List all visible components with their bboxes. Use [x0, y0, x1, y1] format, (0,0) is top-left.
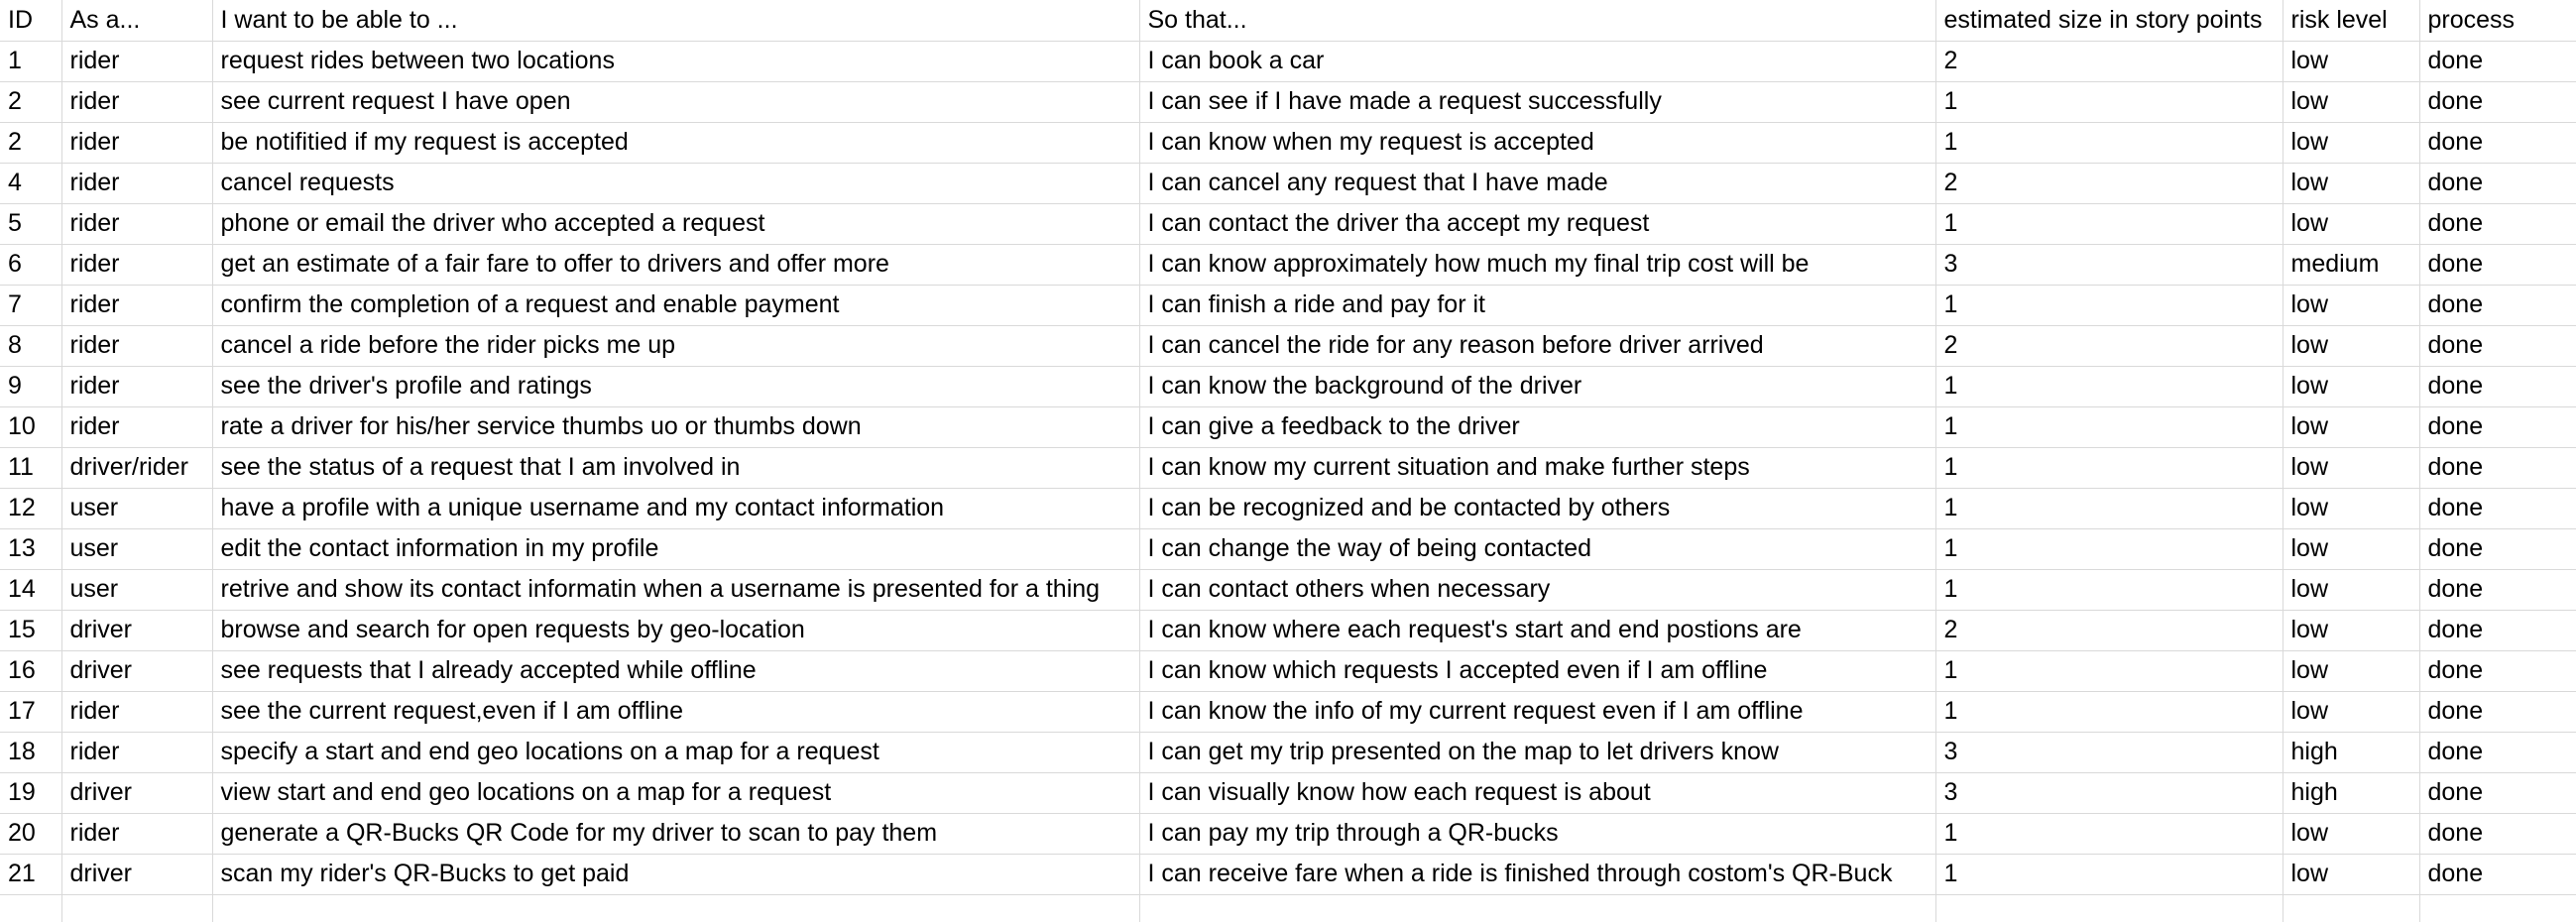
cell-size[interactable]: 1 [1935, 203, 2283, 244]
cell-process[interactable]: done [2419, 447, 2576, 488]
cell-so-that[interactable]: I can see if I have made a request successfully [1139, 81, 1935, 122]
cell-risk[interactable]: low [2283, 488, 2419, 528]
cell-process[interactable]: done [2419, 854, 2576, 894]
cell-size[interactable]: 3 [1935, 772, 2283, 813]
cell-id[interactable]: 16 [0, 650, 61, 691]
cell-so-that[interactable]: I can know when my request is accepted [1139, 122, 1935, 163]
cell-risk[interactable]: low [2283, 325, 2419, 366]
cell-risk[interactable]: low [2283, 691, 2419, 732]
cell-id[interactable]: 20 [0, 813, 61, 854]
cell-size[interactable]: 1 [1935, 569, 2283, 610]
empty-cell[interactable] [1139, 894, 1935, 922]
cell-id[interactable]: 11 [0, 447, 61, 488]
cell-want[interactable]: see the status of a request that I am involved in [212, 447, 1139, 488]
cell-id[interactable]: 6 [0, 244, 61, 285]
cell-as-a[interactable]: rider [61, 366, 212, 406]
cell-size[interactable]: 1 [1935, 528, 2283, 569]
cell-size[interactable]: 1 [1935, 447, 2283, 488]
cell-risk[interactable]: low [2283, 203, 2419, 244]
cell-risk[interactable]: low [2283, 41, 2419, 81]
cell-process[interactable]: done [2419, 81, 2576, 122]
cell-want[interactable]: specify a start and end geo locations on a map for a request [212, 732, 1139, 772]
cell-risk[interactable]: low [2283, 569, 2419, 610]
cell-process[interactable]: done [2419, 528, 2576, 569]
cell-process[interactable]: done [2419, 406, 2576, 447]
cell-size[interactable]: 1 [1935, 854, 2283, 894]
cell-size[interactable]: 2 [1935, 41, 2283, 81]
cell-risk[interactable]: low [2283, 163, 2419, 203]
cell-size[interactable]: 1 [1935, 691, 2283, 732]
cell-risk[interactable]: low [2283, 366, 2419, 406]
cell-want[interactable]: have a profile with a unique username and my contact information [212, 488, 1139, 528]
cell-as-a[interactable]: driver [61, 854, 212, 894]
table-row [0, 569, 2576, 610]
table-row [0, 406, 2576, 447]
cell-size[interactable]: 1 [1935, 406, 2283, 447]
cell-risk[interactable]: low [2283, 650, 2419, 691]
cell-id[interactable]: 10 [0, 406, 61, 447]
cell-process[interactable]: done [2419, 569, 2576, 610]
cell-process[interactable]: done [2419, 488, 2576, 528]
cell-process[interactable]: done [2419, 813, 2576, 854]
cell-so-that[interactable]: I can contact others when necessary [1139, 569, 1935, 610]
cell-so-that[interactable]: I can visually know how each request is about [1139, 772, 1935, 813]
cell-id[interactable]: 2 [0, 122, 61, 163]
cell-id[interactable]: 17 [0, 691, 61, 732]
cell-want[interactable]: edit the contact information in my profile [212, 528, 1139, 569]
cell-as-a[interactable]: rider [61, 813, 212, 854]
cell-risk[interactable]: high [2283, 732, 2419, 772]
empty-cell[interactable] [212, 894, 1139, 922]
cell-as-a[interactable]: driver [61, 610, 212, 650]
header-size[interactable]: estimated size in story points [1935, 0, 2283, 41]
cell-risk[interactable]: low [2283, 813, 2419, 854]
cell-risk[interactable]: low [2283, 406, 2419, 447]
header-want[interactable]: I want to be able to ... [212, 0, 1139, 41]
cell-want[interactable]: see requests that I already accepted while offline [212, 650, 1139, 691]
empty-cell[interactable] [2283, 894, 2419, 922]
cell-id[interactable]: 19 [0, 772, 61, 813]
cell-so-that[interactable]: I can pay my trip through a QR-bucks [1139, 813, 1935, 854]
cell-size[interactable]: 1 [1935, 488, 2283, 528]
empty-cell[interactable] [2419, 894, 2576, 922]
table-row [0, 203, 2576, 244]
cell-risk[interactable]: low [2283, 285, 2419, 325]
cell-want[interactable]: view start and end geo locations on a map for a request [212, 772, 1139, 813]
cell-process[interactable]: done [2419, 285, 2576, 325]
cell-so-that[interactable]: I can be recognized and be contacted by others [1139, 488, 1935, 528]
cell-so-that[interactable]: I can know my current situation and make further steps [1139, 447, 1935, 488]
header-process[interactable]: process [2419, 0, 2576, 41]
cell-so-that[interactable]: I can receive fare when a ride is finished through costom's QR-Buck [1139, 854, 1935, 894]
cell-want[interactable]: scan my rider's QR-Bucks to get paid [212, 854, 1139, 894]
cell-as-a[interactable]: rider [61, 285, 212, 325]
cell-as-a[interactable]: driver [61, 772, 212, 813]
cell-risk[interactable]: low [2283, 854, 2419, 894]
cell-risk[interactable]: low [2283, 81, 2419, 122]
cell-so-that[interactable]: I can know where each request's start and end postions are [1139, 610, 1935, 650]
cell-process[interactable]: done [2419, 732, 2576, 772]
cell-id[interactable]: 8 [0, 325, 61, 366]
cell-risk[interactable]: low [2283, 528, 2419, 569]
cell-size[interactable]: 3 [1935, 244, 2283, 285]
table-row [0, 325, 2576, 366]
cell-as-a[interactable]: user [61, 488, 212, 528]
cell-process[interactable]: done [2419, 610, 2576, 650]
cell-risk[interactable]: medium [2283, 244, 2419, 285]
cell-id[interactable]: 2 [0, 81, 61, 122]
cell-size[interactable]: 1 [1935, 366, 2283, 406]
cell-as-a[interactable]: user [61, 528, 212, 569]
cell-so-that[interactable]: I can know approximately how much my final trip cost will be [1139, 244, 1935, 285]
empty-cell[interactable] [0, 894, 61, 922]
empty-cell[interactable] [61, 894, 212, 922]
table-row [0, 772, 2576, 813]
table-row [0, 610, 2576, 650]
cell-as-a[interactable]: rider [61, 81, 212, 122]
cell-id[interactable]: 12 [0, 488, 61, 528]
cell-id[interactable]: 4 [0, 163, 61, 203]
header-as-a[interactable]: As a... [61, 0, 212, 41]
table-row [0, 528, 2576, 569]
cell-want[interactable]: cancel a ride before the rider picks me up [212, 325, 1139, 366]
cell-want[interactable]: cancel requests [212, 163, 1139, 203]
cell-size[interactable]: 1 [1935, 813, 2283, 854]
empty-cell[interactable] [1935, 894, 2283, 922]
cell-process[interactable]: done [2419, 325, 2576, 366]
cell-id[interactable]: 21 [0, 854, 61, 894]
cell-want[interactable]: see current request I have open [212, 81, 1139, 122]
table-row [0, 163, 2576, 203]
cell-so-that[interactable]: I can get my trip presented on the map to let drivers know [1139, 732, 1935, 772]
cell-so-that[interactable]: I can contact the driver tha accept my request [1139, 203, 1935, 244]
cell-want[interactable]: generate a QR-Bucks QR Code for my driver to scan to pay them [212, 813, 1139, 854]
cell-want[interactable]: be notifitied if my request is accepted [212, 122, 1139, 163]
cell-process[interactable]: done [2419, 163, 2576, 203]
cell-as-a[interactable]: rider [61, 41, 212, 81]
cell-size[interactable]: 1 [1935, 285, 2283, 325]
cell-size[interactable]: 2 [1935, 163, 2283, 203]
table-row [0, 488, 2576, 528]
table-row [0, 81, 2576, 122]
cell-want[interactable]: request rides between two locations [212, 41, 1139, 81]
cell-as-a[interactable]: rider [61, 122, 212, 163]
cell-want[interactable]: see the driver's profile and ratings [212, 366, 1139, 406]
cell-size[interactable]: 3 [1935, 732, 2283, 772]
cell-want[interactable]: get an estimate of a fair fare to offer to drivers and offer more [212, 244, 1139, 285]
cell-size[interactable]: 1 [1935, 650, 2283, 691]
cell-want[interactable]: retrive and show its contact informatin when a username is presented for a thing [212, 569, 1139, 610]
cell-process[interactable]: done [2419, 366, 2576, 406]
cell-as-a[interactable]: rider [61, 691, 212, 732]
table-row [0, 650, 2576, 691]
cell-so-that[interactable]: I can finish a ride and pay for it [1139, 285, 1935, 325]
cell-so-that[interactable]: I can cancel the ride for any reason before driver arrived [1139, 325, 1935, 366]
cell-as-a[interactable]: rider [61, 732, 212, 772]
cell-as-a[interactable]: rider [61, 244, 212, 285]
cell-want[interactable]: see the current request,even if I am offline [212, 691, 1139, 732]
header-row [0, 0, 2576, 41]
table-row [0, 285, 2576, 325]
cell-process[interactable]: done [2419, 691, 2576, 732]
cell-as-a[interactable]: rider [61, 406, 212, 447]
cell-so-that[interactable]: I can know the info of my current request even if I am offline [1139, 691, 1935, 732]
table-row [0, 732, 2576, 772]
cell-id[interactable]: 1 [0, 41, 61, 81]
cell-risk[interactable]: low [2283, 447, 2419, 488]
table-row [0, 854, 2576, 894]
cell-size[interactable]: 1 [1935, 81, 2283, 122]
cell-risk[interactable]: low [2283, 610, 2419, 650]
cell-id[interactable]: 13 [0, 528, 61, 569]
cell-risk[interactable]: high [2283, 772, 2419, 813]
cell-as-a[interactable]: driver/rider [61, 447, 212, 488]
cell-so-that[interactable]: I can book a car [1139, 41, 1935, 81]
header-id[interactable]: ID [0, 0, 61, 41]
table-row [0, 813, 2576, 854]
header-so-that[interactable]: So that... [1139, 0, 1935, 41]
cell-process[interactable]: done [2419, 122, 2576, 163]
cell-risk[interactable]: low [2283, 122, 2419, 163]
header-risk[interactable]: risk level [2283, 0, 2419, 41]
cell-id[interactable]: 15 [0, 610, 61, 650]
cell-as-a[interactable]: driver [61, 650, 212, 691]
cell-id[interactable]: 18 [0, 732, 61, 772]
table-row [0, 41, 2576, 81]
cell-process[interactable]: done [2419, 244, 2576, 285]
cell-process[interactable]: done [2419, 203, 2576, 244]
cell-as-a[interactable]: rider [61, 203, 212, 244]
table-row [0, 122, 2576, 163]
cell-so-that[interactable]: I can know which requests I accepted even if I am offline [1139, 650, 1935, 691]
cell-as-a[interactable]: user [61, 569, 212, 610]
cell-id[interactable]: 7 [0, 285, 61, 325]
cell-so-that[interactable]: I can change the way of being contacted [1139, 528, 1935, 569]
cell-so-that[interactable]: I can cancel any request that I have made [1139, 163, 1935, 203]
cell-want[interactable]: browse and search for open requests by geo-location [212, 610, 1139, 650]
cell-as-a[interactable]: rider [61, 325, 212, 366]
cell-process[interactable]: done [2419, 650, 2576, 691]
cell-as-a[interactable]: rider [61, 163, 212, 203]
table-row [0, 447, 2576, 488]
cell-id[interactable]: 14 [0, 569, 61, 610]
cell-id[interactable]: 5 [0, 203, 61, 244]
empty-row [0, 894, 2576, 922]
cell-process[interactable]: done [2419, 772, 2576, 813]
cell-want[interactable]: confirm the completion of a request and enable payment [212, 285, 1139, 325]
cell-size[interactable]: 2 [1935, 610, 2283, 650]
table-row [0, 366, 2576, 406]
cell-process[interactable]: done [2419, 41, 2576, 81]
cell-so-that[interactable]: I can know the background of the driver [1139, 366, 1935, 406]
cell-want[interactable]: phone or email the driver who accepted a request [212, 203, 1139, 244]
cell-size[interactable]: 2 [1935, 325, 2283, 366]
cell-want[interactable]: rate a driver for his/her service thumbs uo or thumbs down [212, 406, 1139, 447]
table-row [0, 244, 2576, 285]
cell-id[interactable]: 9 [0, 366, 61, 406]
cell-so-that[interactable]: I can give a feedback to the driver [1139, 406, 1935, 447]
cell-size[interactable]: 1 [1935, 122, 2283, 163]
table-row [0, 691, 2576, 732]
